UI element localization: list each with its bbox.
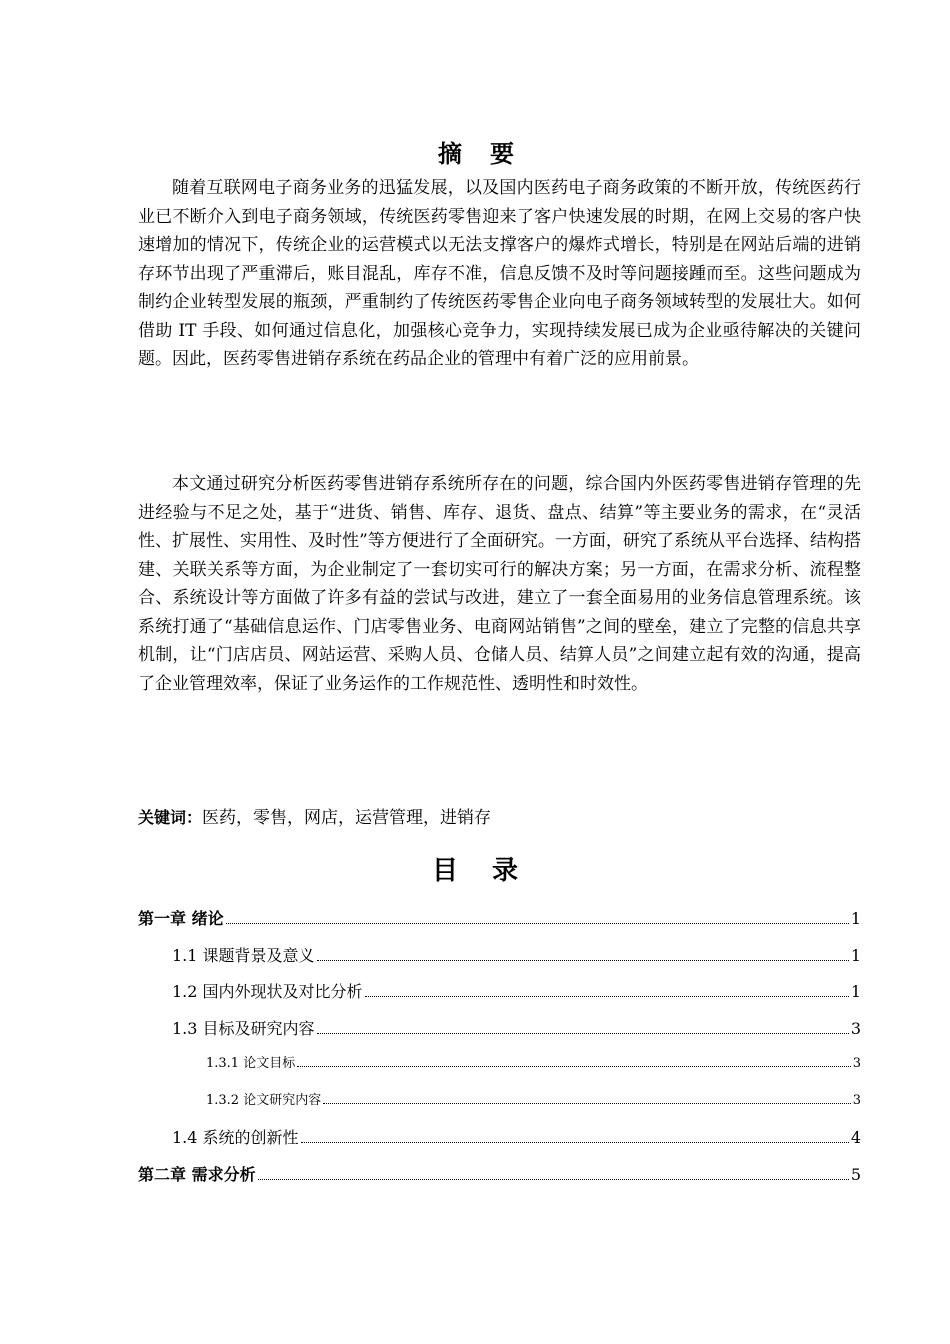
toc-title: 目录: [431, 856, 552, 886]
keywords-line: [138, 804, 491, 832]
table-of-contents: [138, 906, 861, 1198]
abstract-paragraph-1: 随着互联网电子商务业务的迅猛发展，以及国内医药电子商务政策的不断开放，传统医药行业已不断介入到电子商务领域，传统医药零售迎来了客户快速发展的时期，在网上交易的客户快速增加的情况下，传统企业的运营模式以无法支撑客户的爆炸式增长，特别是在网站后端的进销存环节出现了严重滞后，账目混乱，库存不准，信息反馈不及时等问题接踵而至。这些问题成为制约企业转型发展的瓶颈，严重制约了传统医药零售企业向电子商务领域转型的发展壮大。如何借助 IT 手段、如何通过信息化，加强核心竞争力，实现持续发展已成为企业亟待解决的关键问题。因此，医药零售进销存系统在药品企业的管理中有着广泛的应用前景。: [138, 178, 861, 369]
toc-leader-dots: [226, 923, 849, 924]
toc-entry-label: 1.1 课题背景及意义: [172, 945, 315, 965]
toc-entry-chapter-2[interactable]: [138, 1162, 861, 1199]
toc-leader-dots: [297, 1066, 851, 1067]
toc-entry-page: 5: [850, 1164, 861, 1184]
keywords-value: 医药，零售，网店，运营管理，进销存: [202, 808, 492, 828]
toc-entry-1-1[interactable]: [138, 943, 861, 980]
toc-entry-label: 第一章 绪论: [138, 909, 224, 928]
toc-entry-chapter-1[interactable]: [138, 906, 861, 943]
toc-entry-1-3-1[interactable]: [138, 1052, 861, 1089]
abstract-title: 摘要: [438, 140, 542, 168]
toc-entry-page: 3: [850, 1018, 861, 1038]
toc-entry-1-2[interactable]: [138, 979, 861, 1016]
toc-entry-label: 1.3.2 论文研究内容: [206, 1092, 322, 1108]
toc-leader-dots: [317, 960, 849, 961]
toc-entry-1-4[interactable]: [138, 1125, 861, 1162]
toc-entry-page: 1: [850, 982, 861, 1001]
toc-leader-dots: [301, 1142, 849, 1143]
toc-entry-label: 1.3.1 论文目标: [206, 1056, 296, 1071]
toc-leader-dots: [323, 1103, 851, 1104]
toc-entry-1-3-2[interactable]: [138, 1089, 861, 1126]
toc-entry-label: 1.3 目标及研究内容: [172, 1018, 315, 1038]
keywords-label: 关键词：: [138, 808, 203, 827]
abstract-paragraph-2: 本文通过研究分析医药零售进销存系统所存在的问题，综合国内外医药零售进销存管理的先进经验与不足之处，基于“进货、销售、库存、退货、盘点、结算”等主要业务的需求，在“灵活性、扩展性、实用性、及时性”等方便进行了全面研究。一方面，研究了系统从平台选择、结构搭建、关联关系等方面，为企业制定了一套切实可行的解决方案；另一方面，在需求分析、流程整合、系统设计等方面做了许多有益的尝试与改进，建立了一套全面易用的业务信息管理系统。该系统打通了“基础信息运作、门店零售业务、电商网站销售”之间的壁垒，建立了完整的信息共享机制，让“门店店员、网站运营、采购人员、仓储人员、结算人员”之间建立起有效的沟通，提高了企业管理效率，保证了业务运作的工作规范性、透明性和时效性。: [138, 474, 861, 694]
toc-leader-dots: [258, 1179, 849, 1180]
toc-entry-page: 1: [850, 945, 861, 965]
toc-entry-1-3[interactable]: [138, 1016, 861, 1053]
toc-entry-page: 3: [852, 1092, 861, 1108]
toc-entry-label: 1.4 系统的创新性: [172, 1128, 299, 1147]
toc-entry-page: 1: [850, 909, 861, 928]
toc-entry-page: 4: [850, 1128, 861, 1147]
toc-entry-label: 1.2 国内外现状及对比分析: [172, 982, 363, 1001]
toc-entry-label: 第二章 需求分析: [138, 1164, 256, 1184]
toc-leader-dots: [317, 1033, 849, 1034]
toc-entry-page: 3: [852, 1056, 861, 1071]
toc-leader-dots: [365, 996, 849, 997]
